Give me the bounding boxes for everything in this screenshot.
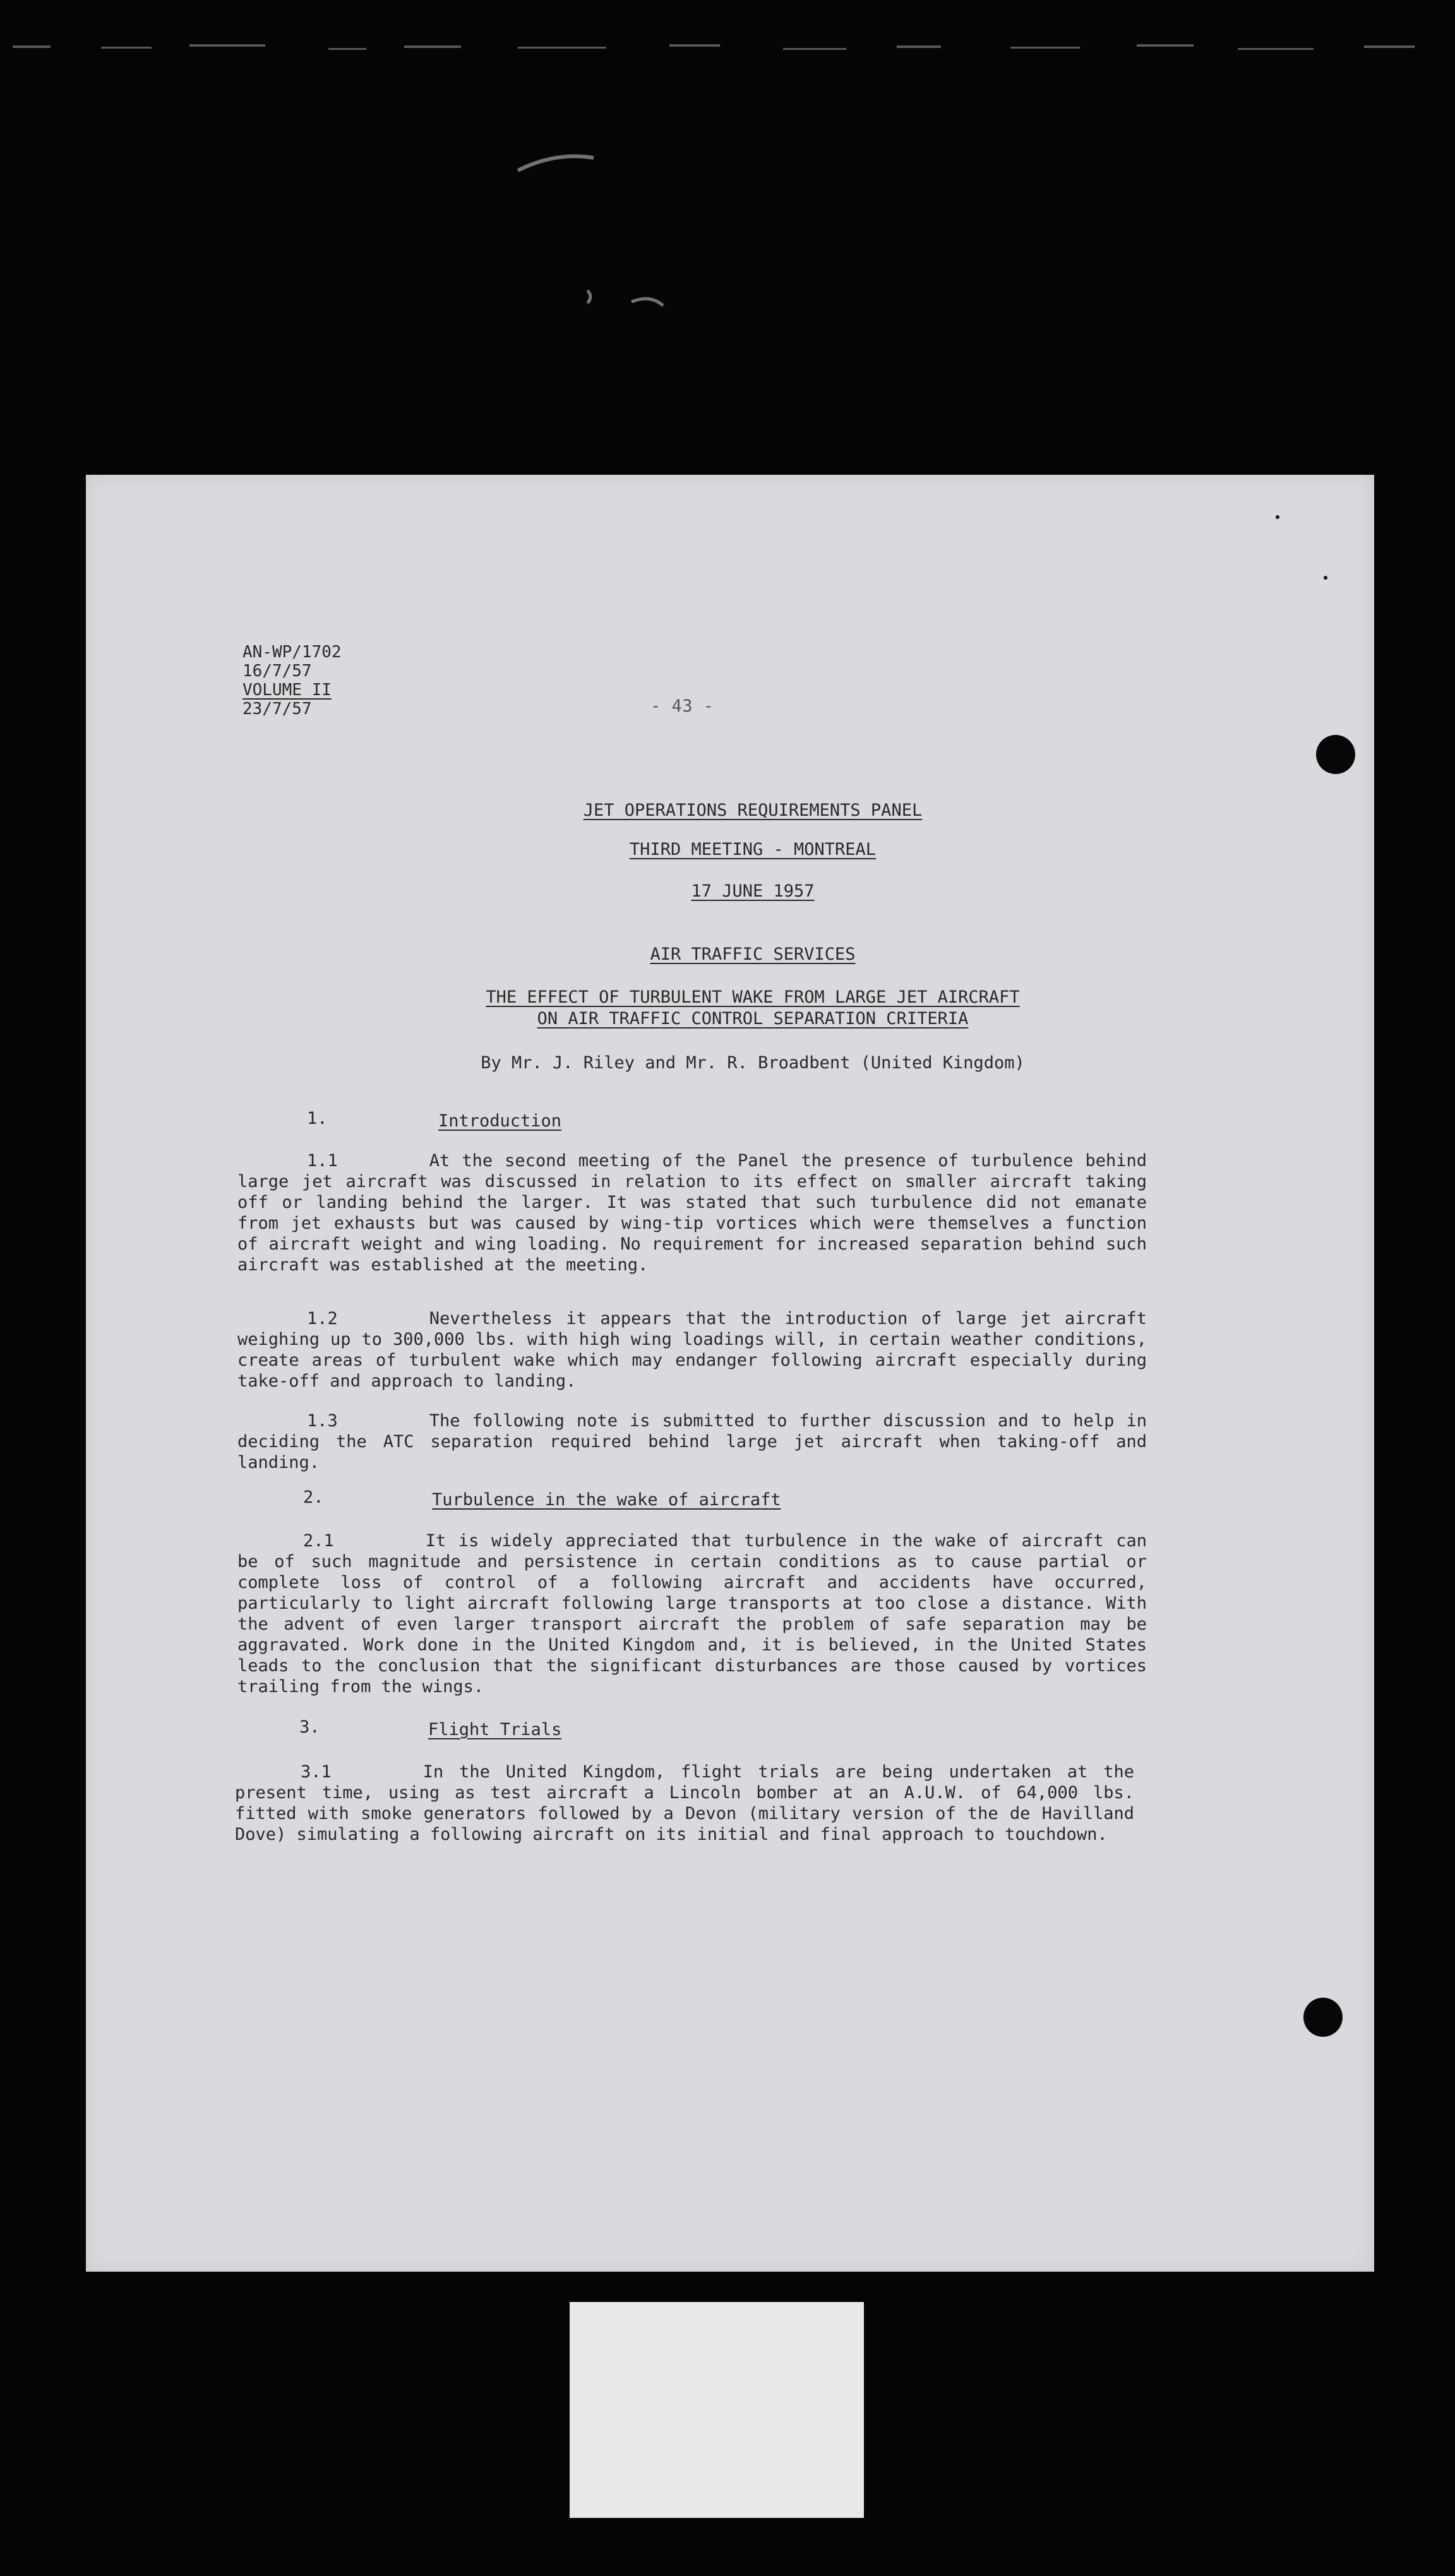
section-heading: Introduction — [438, 1111, 562, 1131]
paper-title-line2: ON AIR TRAFFIC CONTROL SEPARATION CRITERIA — [537, 1009, 969, 1029]
paragraph-text: The following note is submitted to further discussion and to help in deciding the ATC separation required behind large jet aircraft when taking-off and landing. — [237, 1411, 1147, 1472]
paragraph-number: 2.1 — [303, 1531, 334, 1551]
punch-hole-top — [1316, 735, 1355, 774]
paragraph-text: It is widely appreciated that turbulence in the wake of aircraft can be of such magnitude and persistence in certain conditions as to cause partial or complete loss of control of a following aircraft and accidents have occurred, particularly to light aircraft following large transports at too close a distance. With the advent of even larger transport aircraft the problem of safe separation may be aggravated. Work done in the United Kingdom and, it is believed, in the United States leads to the conclusion that the significant disturbances are those caused by vortices trailing from the wings. — [237, 1531, 1147, 1696]
paragraph-text: At the second meeting of the Panel the presence of turbulence behind large jet aircraft was discussed in relation to its effect on smaller aircraft taking off or landing behind the larger. It was stated that such turbulence did not emanate from jet exhausts but was caused by wing-tip vortices which were themselves a function of aircraft weight and wing loading. No requirement for increased separation behind such aircraft was established at the meeting. — [237, 1151, 1147, 1275]
section-number: 2. — [303, 1488, 324, 1507]
paragraph-number: 1.3 — [307, 1411, 338, 1431]
section-number: 3. — [299, 1717, 320, 1737]
section-number: 1. — [307, 1109, 328, 1128]
doc-code: AN-WP/1702 — [242, 643, 342, 662]
paragraph — [237, 1308, 1147, 1392]
subject-title: AIR TRAFFIC SERVICES — [650, 945, 856, 964]
paragraph-number: 1.1 — [307, 1151, 338, 1171]
scan-speck — [1276, 515, 1279, 519]
meeting-title: THIRD MEETING - MONTREAL — [629, 840, 877, 859]
paragraph — [237, 1530, 1147, 1697]
paragraph-number: 1.2 — [307, 1309, 338, 1328]
authors: By Mr. J. Riley and Mr. R. Broadbent (United Kingdom) — [481, 1053, 1025, 1073]
blank-slip — [570, 2302, 864, 2518]
panel-title: JET OPERATIONS REQUIREMENTS PANEL — [583, 801, 923, 820]
paragraph-text: In the United Kingdom, flight trials are being undertaken at the present time, using as test aircraft a Lincoln bomber at an A.U.W. of 64,000 lbs. fitted with smoke generators followed by a Devon (military version of the de Havilland Dove) simulating a following aircraft on its initial and final approach to touchdown. — [235, 1762, 1134, 1844]
meeting-date: 17 JUNE 1957 — [691, 881, 815, 901]
paragraph — [235, 1762, 1134, 1845]
section-heading: Turbulence in the wake of aircraft — [432, 1490, 781, 1510]
section-heading: Flight Trials — [428, 1720, 562, 1739]
scan-speck — [1324, 576, 1327, 580]
paragraph — [237, 1150, 1147, 1275]
paper-title-line1: THE EFFECT OF TURBULENT WAKE FROM LARGE JET AIRCRAFT — [486, 987, 1020, 1007]
page-number: - 43 - — [650, 696, 714, 716]
doc-date: 16/7/57 — [242, 662, 312, 681]
scan-artifacts — [0, 0, 1455, 480]
doc-revision-date: 23/7/57 — [242, 700, 312, 719]
document-reference — [242, 643, 342, 719]
paragraph — [237, 1410, 1147, 1473]
doc-volume: VOLUME II — [242, 681, 332, 700]
punch-hole-bottom — [1303, 1998, 1343, 2037]
paragraph-text: Nevertheless it appears that the introduction of large jet aircraft weighing up to 300,000 lbs. with high wing loadings will, in certain weather conditions, create areas of turbulent wake which may endanger following aircraft especially during take-off and approach to landing. — [237, 1309, 1147, 1391]
paragraph-number: 3.1 — [301, 1762, 332, 1782]
